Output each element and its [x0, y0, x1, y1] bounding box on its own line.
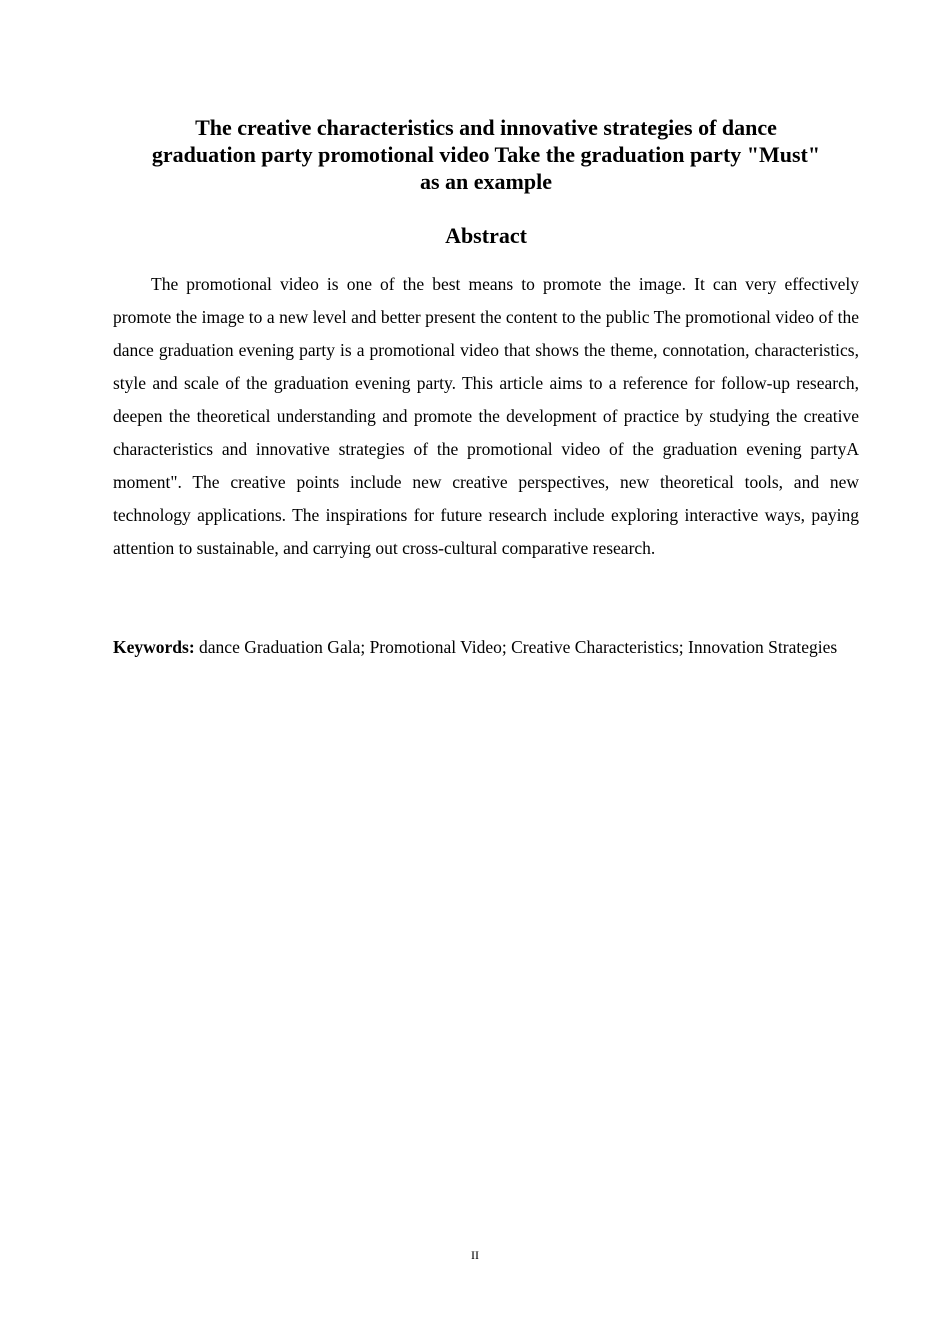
keywords-paragraph	[113, 631, 859, 664]
title-line-1: The creative characteristics and innovative strategies of dance	[195, 115, 777, 140]
title-line-2: graduation party promotional video Take the graduation party "Must"	[151, 142, 821, 167]
keywords-text: dance Graduation Gala; Promotional Video; Creative Characteristics; Innovation Strategies	[194, 637, 838, 657]
abstract-body: The promotional video is one of the best means to promote the image. It can very effectively promote the image to a new level and better present the content to the public The promotional video of the dance graduation evening party is a promotional video that shows the theme, connotation, characteristics, style and scale of the graduation evening party. This article aims to a reference for follow-up research, deepen the theoretical understanding and promote the development of practice by studying the creative characteristics and innovative strategies of the promotional video of the graduation evening partyA moment". The creative points include new creative perspectives, new theoretical tools, and new technology applications. The inspirations for future research include exploring interactive ways, paying attention to sustainable, and carrying out cross-cultural comparative research.	[113, 274, 859, 558]
keywords-label: Keywords:	[113, 637, 195, 657]
title-line-3: as an example	[420, 169, 552, 194]
paper-title	[110, 114, 862, 195]
page-number: II	[471, 1248, 479, 1262]
abstract-heading: Abstract	[445, 223, 527, 248]
